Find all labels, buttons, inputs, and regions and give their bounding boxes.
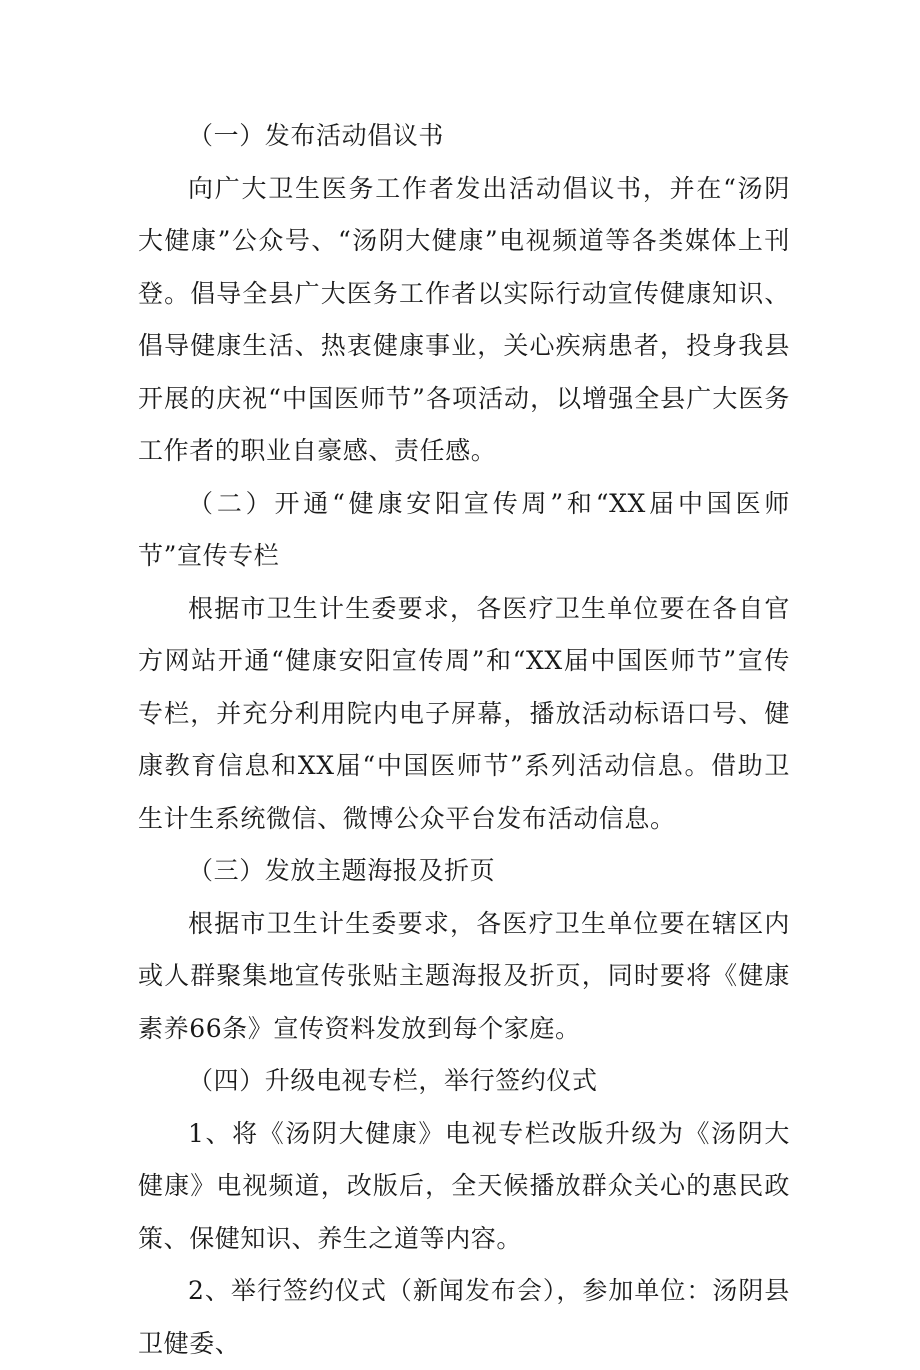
document-body	[138, 110, 790, 1370]
section-heading-1: （一）发布活动倡议书	[188, 121, 445, 150]
section-heading-4: （四）升级电视专栏，举行签约仪式	[188, 1066, 598, 1095]
section-paragraph: 向广大卫生医务工作者发出活动倡议书，并在“汤阴大健康”公众号、“汤阴大健康”电视频道等各类媒体上刊登。倡导全县广大医务工作者以实际行动宣传健康知识、倡导健康生活、热衷健康事业，关心疾病患者，投身我县开展的庆祝“中国医师节”各项活动，以增强全县广大医务工作者的职业自豪感、责任感。	[138, 173, 790, 465]
section-heading-2: （二）开通“健康安阳宣传周”和“XX届中国医师节”宣传专栏	[138, 488, 790, 570]
section-heading-3: （三）发放主题海报及折页	[188, 856, 496, 885]
section-paragraph: 2、举行签约仪式（新闻发布会），参加单位：汤阴县卫健委、	[138, 1276, 790, 1358]
section-paragraph: 根据市卫生计生委要求，各医疗卫生单位要在各自官方网站开通“健康安阳宣传周”和“XX届中国医师节”宣传专栏，并充分利用院内电子屏幕，播放活动标语口号、健康教育信息和XX届“中国医师节”系列活动信息。借助卫生计生系统微信、微博公众平台发布活动信息。	[138, 593, 790, 833]
section-paragraph: 根据市卫生计生委要求，各医疗卫生单位要在辖区内或人群聚集地宣传张贴主题海报及折页，同时要将《健康素养66条》宣传资料发放到每个家庭。	[138, 908, 790, 1043]
section-paragraph: 1、将《汤阴大健康》电视专栏改版升级为《汤阴大健康》电视频道，改版后，全天候播放群众关心的惠民政策、保健知识、养生之道等内容。	[138, 1118, 790, 1253]
